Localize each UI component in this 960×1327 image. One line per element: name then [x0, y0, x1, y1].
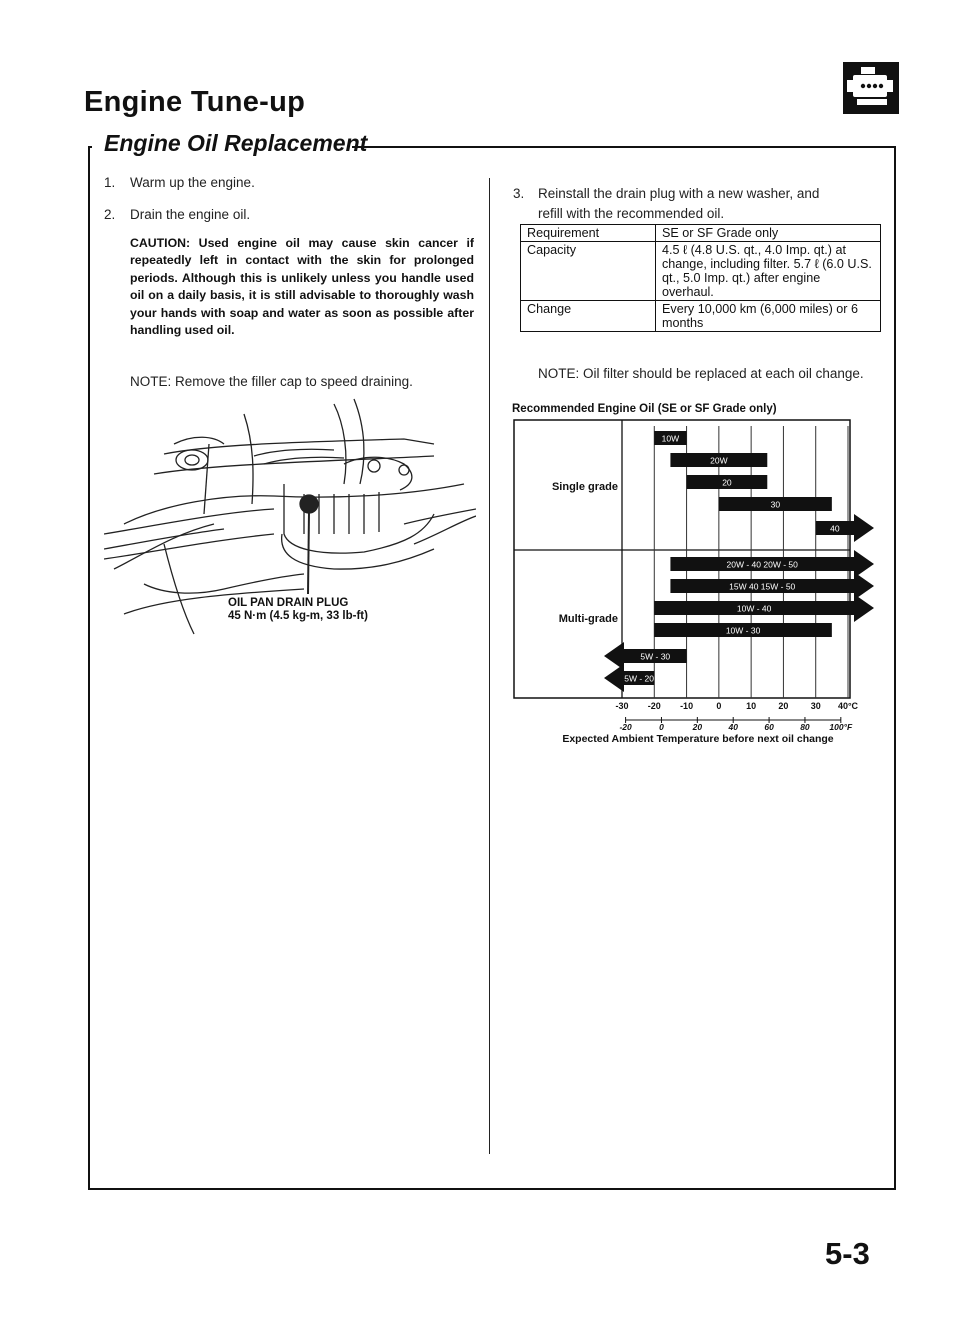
- engine-icon: [843, 62, 899, 114]
- tick-label-celsius: -10: [680, 701, 694, 711]
- section-title: Engine Tune-up: [84, 86, 306, 118]
- tick-label-fahrenheit: 60: [764, 722, 774, 732]
- table-value: 4.5 ℓ (4.8 U.S. qt., 4.0 Imp. qt.) at change, including filter. 5.7 ℓ (6.0 U.S. qt., 5.0 Imp. qt.) after engine overhaul.: [656, 242, 881, 301]
- step-text: Drain the engine oil.: [130, 207, 251, 222]
- tick-label-celsius: -30: [615, 701, 629, 711]
- tick-label-fahrenheit: -20: [619, 722, 632, 732]
- drain-plug-label: [228, 597, 368, 623]
- tick-label-celsius: 40°C: [837, 701, 859, 711]
- step-number: 2.: [104, 207, 116, 222]
- table-row: [521, 225, 881, 242]
- step-number: 1.: [104, 175, 116, 190]
- tick-label-fahrenheit: 40: [728, 722, 738, 732]
- step-text: Warm up the engine.: [130, 175, 255, 190]
- oil-grade-label: 20W: [710, 455, 728, 466]
- oil-grade-label: 20W - 40 20W - 50: [726, 559, 798, 570]
- oil-grade-label: 5W - 30: [640, 651, 671, 662]
- table-key: Requirement: [521, 225, 656, 242]
- step-number: 3.: [513, 186, 525, 201]
- oil-grade-bar: [816, 514, 874, 542]
- oil-grade-label: 40: [830, 523, 840, 534]
- note-text: NOTE: Remove the filler cap to speed draining.: [130, 374, 413, 389]
- tick-label-celsius: -20: [647, 701, 661, 711]
- oil-spec-table: [520, 224, 881, 332]
- oil-viscosity-chart: [508, 410, 888, 750]
- tick-label-fahrenheit: 100°F: [829, 722, 853, 732]
- group-label: Multi-grade: [558, 613, 618, 625]
- table-value: Every 10,000 km (6,000 miles) or 6 months: [656, 301, 881, 332]
- oil-grade-label: 10W: [661, 433, 680, 444]
- oil-grade-label: 30: [770, 499, 781, 510]
- table-row: [521, 242, 881, 301]
- oil-grade-label: 5W - 20: [624, 673, 655, 684]
- step-text-line1: Reinstall the drain plug with a new washer, and: [538, 186, 820, 201]
- chart-title: Recommended Engine Oil (SE or SF Grade only): [512, 403, 777, 415]
- tick-label-celsius: 0: [716, 701, 722, 711]
- table-key: Capacity: [521, 242, 656, 301]
- section-subtitle: Engine Oil Replacement: [104, 130, 368, 156]
- note-text: NOTE: Oil filter should be replaced at each oil change.: [538, 366, 864, 381]
- tick-label-fahrenheit: 20: [692, 722, 703, 732]
- table-row: [521, 301, 881, 332]
- table-value: SE or SF Grade only: [656, 225, 881, 242]
- group-label: Single grade: [551, 481, 618, 493]
- oil-grade-label: 10W - 40: [736, 603, 772, 614]
- caution-text: CAUTION: Used engine oil may cause skin cancer if repeatedly left in contact with the skin for prolonged periods. Although this is unlikely unless you handle used oil on a daily basis, it is still advisable to thoroughly wash your hands with soap and water as soon as possible after handling used oil.: [130, 236, 474, 338]
- oil-grade-label: 20: [722, 477, 732, 488]
- tick-label-celsius: 10: [746, 701, 757, 711]
- tick-label-fahrenheit: 80: [800, 722, 810, 732]
- page-number: 5-3: [825, 1236, 870, 1271]
- column-divider: [489, 178, 490, 1154]
- step-text-line2: refill with the recommended oil.: [538, 206, 725, 221]
- drain-plug-torque: 45 N·m (4.5 kg-m, 33 lb-ft): [228, 610, 368, 622]
- table-key: Change: [521, 301, 656, 332]
- tick-label-celsius: 20: [778, 701, 789, 711]
- drain-plug-name: OIL PAN DRAIN PLUG: [228, 597, 349, 609]
- x-axis-label: Expected Ambient Temperature before next oil change: [562, 733, 834, 745]
- tick-label-celsius: 30: [810, 701, 821, 711]
- oil-grade-label: 10W - 30: [725, 625, 761, 636]
- oil-grade-label: 15W 40 15W - 50: [729, 581, 796, 592]
- tick-label-fahrenheit: 0: [659, 722, 664, 732]
